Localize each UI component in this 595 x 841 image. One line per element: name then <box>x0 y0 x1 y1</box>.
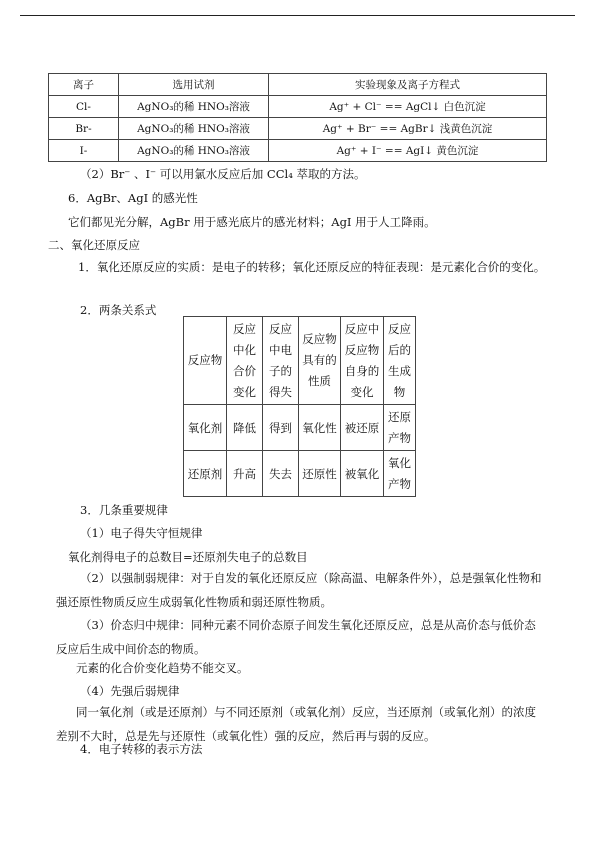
table-cell: 还原剂 <box>184 451 227 497</box>
table-header-cell: 实验现象及离子方程式 <box>269 74 547 96</box>
paragraph: 它们都见光分解，AgBr 用于感光底片的感光材料；AgI 用于人工降雨。 <box>68 215 436 229</box>
table-cell: 降低 <box>227 405 263 451</box>
table-cell: 失去 <box>263 451 299 497</box>
paragraph: 同一氧化剂（或是还原剂）与不同还原剂（或氧化剂）反应，当还原剂（或氧化剂）的浓度差别不大时，总是先与还原性（或氧化性）强的反应，然后再与弱的反应。 <box>56 705 536 743</box>
paragraph: 氧化剂得电子的总数目=还原剂失电子的总数目 <box>68 550 308 564</box>
table-header-cell: 反应中 反应物 自身的 变化 <box>341 317 384 405</box>
table-cell: Ag⁺ + Br⁻ == AgBr↓ 浅黄色沉淀 <box>269 118 547 140</box>
table-cell: 还原性 <box>299 451 341 497</box>
redox-relation-table <box>183 316 416 497</box>
table-cell: 被氧化 <box>341 451 384 497</box>
table-cell: 氧化性 <box>299 405 341 451</box>
table-cell: 被还原 <box>341 405 384 451</box>
table-header-cell: 反应物 <box>184 317 227 405</box>
table-cell: Ag⁺ + Cl⁻ == AgCl↓ 白色沉淀 <box>269 96 547 118</box>
table-cell: AgNO₃的稀 HNO₃溶液 <box>119 140 269 162</box>
table-cell: AgNO₃的稀 HNO₃溶液 <box>119 118 269 140</box>
paragraph: 元素的化合价变化趋势不能交叉。 <box>76 661 249 675</box>
table-cell: I- <box>49 140 119 162</box>
table-cell: Cl- <box>49 96 119 118</box>
table-row <box>49 140 547 162</box>
table-cell: Ag⁺ + I⁻ == AgI↓ 黄色沉淀 <box>269 140 547 162</box>
paragraph: （2）Br⁻ 、I⁻ 可以用氯水反应后加 CCl₄ 萃取的方法。 <box>80 167 366 181</box>
table-row <box>184 405 416 451</box>
paragraph: 1．氧化还原反应的实质：是电子的转移；氧化还原反应的特征表现：是元素化合价的变化。 <box>78 260 546 274</box>
paragraph: （2）以强制弱规律：对于自发的氧化还原反应（除高温、电解条件外），总是强氧化性物和强还原性物质反应生成弱氧化性物质和弱还原性物质。 <box>56 571 542 609</box>
table-header-cell: 反应 后的 生成 物 <box>384 317 416 405</box>
table-header-row <box>49 74 547 96</box>
paragraph: （4）先强后弱规律 <box>80 684 180 698</box>
table-header-cell: 反应 中化 合价 变化 <box>227 317 263 405</box>
table-row <box>184 451 416 497</box>
halide-test-table <box>48 73 547 162</box>
section-heading: 二、氧化还原反应 <box>48 238 140 252</box>
section-heading: 4．电子转移的表示方法 <box>80 742 203 756</box>
table-cell: 升高 <box>227 451 263 497</box>
table-row <box>49 118 547 140</box>
paragraph: （1）电子得失守恒规律 <box>80 526 203 540</box>
table-cell: 得到 <box>263 405 299 451</box>
table-header-cell: 反应 中电 子的 得失 <box>263 317 299 405</box>
table-cell: Br- <box>49 118 119 140</box>
table-cell: 氧化 产物 <box>384 451 416 497</box>
table-header-cell: 反应物 具有的 性质 <box>299 317 341 405</box>
table-header-row <box>184 317 416 405</box>
section-heading: 3．几条重要规律 <box>80 503 168 517</box>
section-heading: 2．两条关系式 <box>80 303 157 317</box>
paragraph: （3）价态归中规律：同种元素不同价态原子间发生氧化还原反应，总是从高价态与低价态反应后生成中间价态的物质。 <box>56 618 536 656</box>
table-cell: 还原 产物 <box>384 405 416 451</box>
table-cell: AgNO₃的稀 HNO₃溶液 <box>119 96 269 118</box>
header-rule <box>20 15 575 16</box>
table-row <box>49 96 547 118</box>
table-cell: 氧化剂 <box>184 405 227 451</box>
table-header-cell: 离子 <box>49 74 119 96</box>
section-heading: 6．AgBr、AgI 的感光性 <box>68 191 198 205</box>
table-header-cell: 选用试剂 <box>119 74 269 96</box>
